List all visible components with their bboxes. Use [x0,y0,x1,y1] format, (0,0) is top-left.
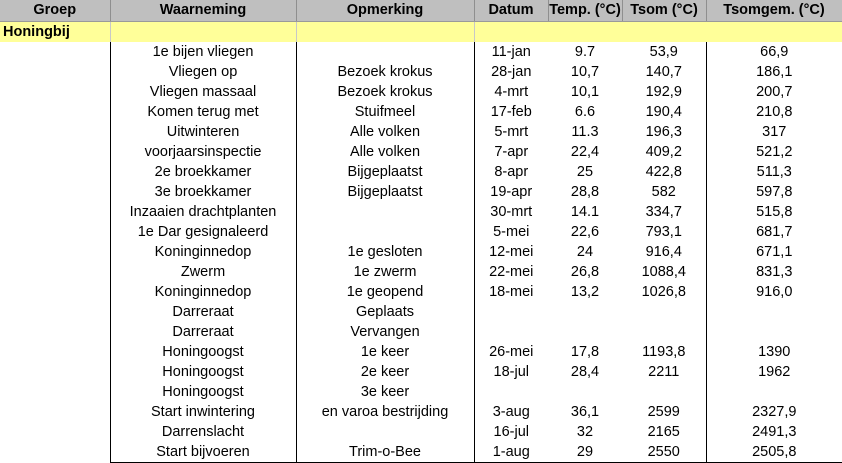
tsom-cell: 196,3 [645,124,682,140]
groep-cell [0,302,110,322]
temp-cell: 11.3 [571,124,599,140]
temp-cell: 17,8 [570,344,600,360]
datum-cell: 12-mei [474,242,548,262]
opmerking-cell [296,222,474,242]
temp-cell: 28,8 [570,184,600,200]
group-cell [296,22,474,43]
groep-cell [0,62,110,82]
opmerking-cell: Vervangen [296,322,474,342]
table-row [0,402,842,422]
table-row [0,122,842,142]
waarneming-cell: Honingoogst [110,342,296,362]
tsomgem-cell: 2327,9 [706,402,842,422]
table-row [0,142,842,162]
waarneming-cell: 1e Dar gesignaleerd [110,222,296,242]
datum-cell: 28-jan [474,62,548,82]
table-row [0,442,842,463]
opmerking-cell: Geplaats [296,302,474,322]
table-row [0,82,842,102]
tsomgem-cell: 1390 [706,342,842,362]
tsom-cell: 422,8 [645,164,682,180]
tsomgem-cell: 186,1 [706,62,842,82]
tsomgem-cell [706,302,842,322]
tsomgem-cell: 210,8 [706,102,842,122]
temp-cell: 36,1 [570,404,600,420]
temp-cell: 32 [576,424,594,440]
tsomgem-cell: 831,3 [706,262,842,282]
opmerking-cell: 3e keer [296,382,474,402]
table-row [0,222,842,242]
waarneming-cell: 1e bijen vliegen [110,42,296,62]
datum-cell: 3-aug [474,402,548,422]
datum-cell: 18-jul [474,362,548,382]
datum-cell: 26-mei [474,342,548,362]
tsom-cell [622,382,706,402]
datum-cell: 5-mrt [474,122,548,142]
opmerking-cell: Alle volken [296,142,474,162]
tsomgem-cell: 671,1 [706,242,842,262]
datum-cell [474,302,548,322]
waarneming-cell: Komen terug met [110,102,296,122]
opmerking-cell: Bezoek krokus [296,62,474,82]
opmerking-cell: Bezoek krokus [296,82,474,102]
groep-cell [0,442,110,463]
tsom-cell: 2599 [647,404,680,420]
datum-cell: 30-mrt [474,202,548,222]
table-row [0,282,842,302]
tsom-cell: 192,9 [645,84,682,100]
waarneming-cell: Vliegen massaal [110,82,296,102]
group-cell [548,22,622,43]
tsomgem-cell: 521,2 [706,142,842,162]
groep-cell [0,222,110,242]
table-row [0,182,842,202]
datum-cell: 5-mei [474,222,548,242]
groep-cell [0,262,110,282]
waarneming-cell: 2e broekkamer [110,162,296,182]
temp-cell [548,322,622,342]
group-name: Honingbij [0,22,110,43]
opmerking-cell: 2e keer [296,362,474,382]
tsom-cell: 53,9 [649,44,678,60]
datum-cell: 11-jan [474,42,548,62]
tsomgem-cell: 916,0 [706,282,842,302]
waarneming-cell: Darrenslacht [110,422,296,442]
opmerking-cell: 1e gesloten [296,242,474,262]
tsom-cell: 1088,4 [641,264,686,280]
opmerking-cell: 1e zwerm [296,262,474,282]
datum-cell: 19-apr [474,182,548,202]
temp-cell: 26,8 [570,264,600,280]
table-row [0,302,842,322]
table-row [0,362,842,382]
opmerking-cell: 1e geopend [296,282,474,302]
groep-cell [0,362,110,382]
waarneming-cell: Zwerm [110,262,296,282]
tsom-cell [622,302,706,322]
temp-cell: 10,7 [570,64,600,80]
opmerking-cell: Stuifmeel [296,102,474,122]
groep-cell [0,102,110,122]
tsomgem-cell [706,382,842,402]
table-row [0,162,842,182]
opmerking-cell [296,422,474,442]
waarneming-cell: Darreraat [110,302,296,322]
waarneming-cell: Darreraat [110,322,296,342]
group-row [0,22,842,43]
header-row [0,0,842,22]
opmerking-cell: Bijgeplaatst [296,182,474,202]
datum-cell: 18-mei [474,282,548,302]
group-cell [706,22,842,43]
tsomgem-cell: 200,7 [706,82,842,102]
header-temp: Temp. (°C) [548,0,622,22]
waarneming-cell: 3e broekkamer [110,182,296,202]
waarneming-cell: Uitwinteren [110,122,296,142]
header-tsom: Tsom (°C) [622,0,706,22]
table-row [0,382,842,402]
tsomgem-cell: 317 [706,122,842,142]
tsomgem-cell: 515,8 [706,202,842,222]
temp-cell: 9.7 [574,44,596,60]
temp-cell: 13,2 [570,284,600,300]
tsom-cell: 1193,8 [642,344,686,360]
groep-cell [0,142,110,162]
opmerking-cell: 1e keer [296,342,474,362]
tsom-cell: 2550 [622,442,706,463]
tsom-cell: 582 [651,184,676,200]
tsom-cell: 334,7 [645,204,682,220]
opmerking-cell [296,42,474,62]
datum-cell [474,382,548,402]
tsom-cell: 190,4 [645,104,682,120]
group-cell [110,22,296,43]
temp-cell: 14.1 [570,204,600,220]
groep-cell [0,162,110,182]
tsom-cell: 2211 [648,364,680,380]
groep-cell [0,182,110,202]
groep-cell [0,242,110,262]
header-opmerking: Opmerking [296,0,474,22]
table-row [0,62,842,82]
temp-cell [548,382,622,402]
temp-cell: 25 [576,164,594,180]
header-waarneming: Waarneming [110,0,296,22]
table-row [0,202,842,222]
tsomgem-cell: 2491,3 [706,422,842,442]
datum-cell: 1-aug [474,442,548,463]
group-cell [622,22,706,43]
tsomgem-cell: 511,3 [706,162,842,182]
temp-cell: 10,1 [570,84,600,100]
tsom-cell: 2165 [647,424,680,440]
tsomgem-cell [706,322,842,342]
opmerking-cell: Alle volken [296,122,474,142]
tsom-cell: 916,4 [645,244,682,260]
groep-cell [0,282,110,302]
waarneming-cell: Honingoogst [110,382,296,402]
temp-cell: 22,6 [570,224,600,240]
table-row [0,42,842,62]
tsom-cell: 409,2 [645,144,682,160]
waarneming-cell: Start bijvoeren [110,442,296,463]
header-groep: Groep [0,0,110,22]
tsomgem-cell: 66,9 [706,42,842,62]
groep-cell [0,202,110,222]
group-cell [474,22,548,43]
temp-cell [548,302,622,322]
temp-cell: 6.6 [574,104,596,120]
datum-cell: 16-jul [474,422,548,442]
tsom-cell: 140,7 [645,64,682,80]
tsomgem-cell: 597,8 [706,182,842,202]
header-datum: Datum [474,0,548,22]
table-row [0,242,842,262]
groep-cell [0,382,110,402]
datum-cell: 22-mei [474,262,548,282]
opmerking-cell: en varoa bestrijding [296,402,474,422]
datum-cell [474,322,548,342]
tsomgem-cell: 681,7 [706,222,842,242]
temp-cell: 29 [548,442,622,463]
waarneming-cell: voorjaarsinspectie [110,142,296,162]
header-tsomgem: Tsomgem. (°C) [706,0,842,22]
datum-cell: 7-apr [474,142,548,162]
table-row [0,102,842,122]
datum-cell: 4-mrt [474,82,548,102]
table-row [0,322,842,342]
tsom-cell: 1026,8 [641,284,686,300]
temp-cell: 22,4 [570,144,600,160]
waarneming-cell: Koninginnedop [110,242,296,262]
groep-cell [0,422,110,442]
tsom-cell [622,322,706,342]
table-row [0,342,842,362]
tsomgem-cell: 2505,8 [706,442,842,463]
groep-cell [0,322,110,342]
temp-cell: 24 [576,244,594,260]
tsomgem-cell: 1962 [706,362,842,382]
opmerking-cell: Trim-o-Bee [296,442,474,463]
groep-cell [0,82,110,102]
table-row [0,422,842,442]
groep-cell [0,122,110,142]
waarneming-cell: Honingoogst [110,362,296,382]
opmerking-cell [296,202,474,222]
tsom-cell: 793,1 [645,224,682,240]
temp-cell: 28,4 [570,364,600,380]
groep-cell [0,42,110,62]
waarneming-cell: Start inwintering [110,402,296,422]
table-row [0,262,842,282]
waarneming-cell: Inzaaien drachtplanten [110,202,296,222]
waarneming-cell: Koninginnedop [110,282,296,302]
waarneming-cell: Vliegen op [110,62,296,82]
opmerking-cell: Bijgeplaatst [296,162,474,182]
datum-cell: 17-feb [474,102,548,122]
groep-cell [0,342,110,362]
groep-cell [0,402,110,422]
datum-cell: 8-apr [474,162,548,182]
